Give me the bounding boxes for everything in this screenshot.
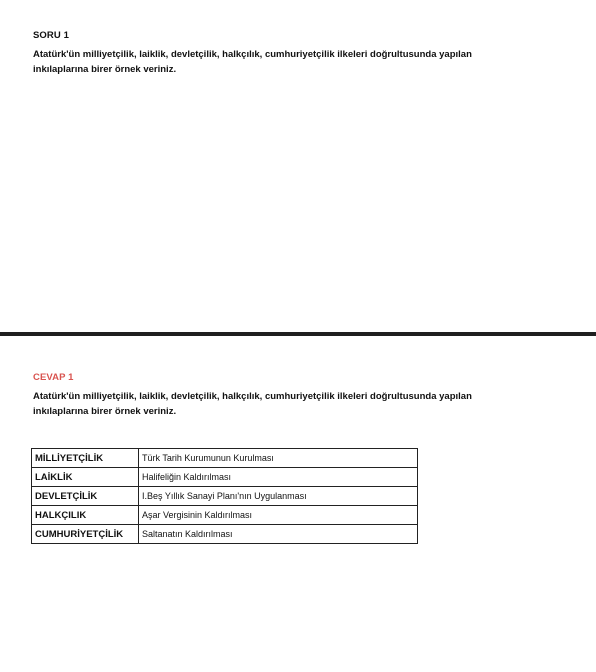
question-text: Atatürk'ün milliyetçilik, laiklik, devletçilik, halkçılık, cumhuriyetçilik ilkeleri doğrultusunda yapılan inkılaplarına birer örnek veriniz. — [33, 49, 472, 75]
example-cell: Aşar Vergisinin Kaldırılması — [139, 506, 418, 525]
example-cell: Saltanatın Kaldırılması — [139, 525, 418, 544]
table-row — [32, 506, 418, 525]
principle-cell: HALKÇILIK — [32, 506, 139, 525]
principle-cell: MİLLİYETÇİLİK — [32, 449, 139, 468]
principle-cell: DEVLETÇİLİK — [32, 487, 139, 506]
example-cell: I.Beş Yıllık Sanayi Planı'nın Uygulanması — [139, 487, 418, 506]
table-row — [32, 449, 418, 468]
principle-cell: LAİKLİK — [32, 468, 139, 487]
example-cell: Türk Tarih Kurumunun Kurulması — [139, 449, 418, 468]
principles-table — [31, 448, 418, 544]
section-divider — [0, 332, 596, 336]
answer-heading: CEVAP 1 — [33, 372, 74, 383]
answer-question-text: Atatürk'ün milliyetçilik, laiklik, devletçilik, halkçılık, cumhuriyetçilik ilkeleri doğrultusunda yapılan inkılaplarına birer örnek veriniz. — [33, 391, 472, 417]
table-row — [32, 468, 418, 487]
principle-cell: CUMHURİYETÇİLİK — [32, 525, 139, 544]
example-cell: Halifeliğin Kaldırılması — [139, 468, 418, 487]
question-heading: SORU 1 — [33, 30, 69, 41]
table-row — [32, 525, 418, 544]
table-row — [32, 487, 418, 506]
